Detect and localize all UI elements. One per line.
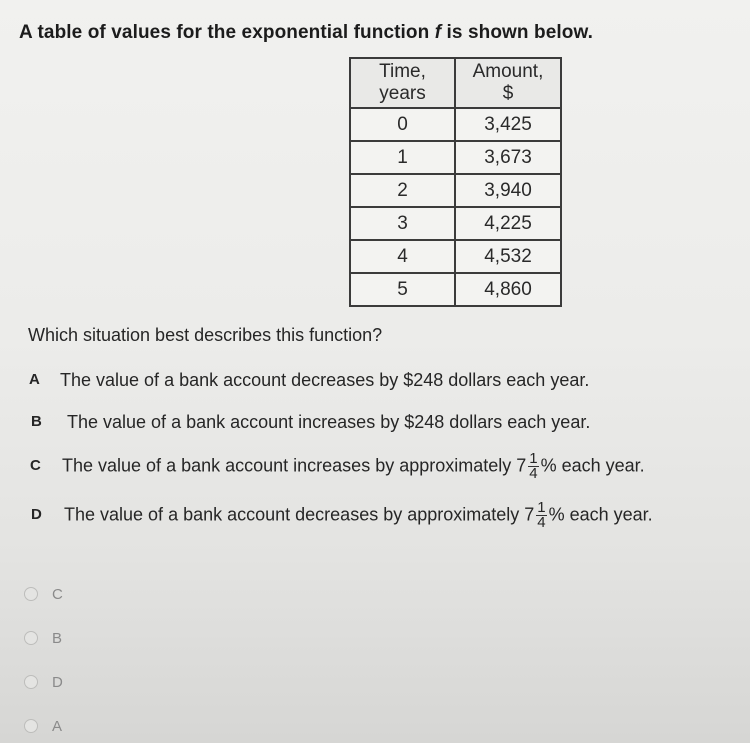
fraction-denominator: 4 [537,514,546,531]
cell-time: 1 [350,141,455,174]
table-row [350,273,561,306]
answer-option-label: D [52,673,63,691]
answer-option-b[interactable] [24,626,62,650]
header-amount-line1: Amount, [472,61,544,82]
cell-time: 2 [350,174,455,207]
answer-option-label: B [52,629,63,647]
cell-amount: 3,673 [455,141,561,174]
fraction [536,501,546,530]
answer-option-label: A [52,717,63,735]
fraction-numerator: 1 [537,499,546,516]
cell-amount: 4,532 [455,240,561,273]
fraction-numerator: 1 [529,450,538,467]
choice-b-letter: B [31,413,42,430]
choice-c-text-after: % each year. [540,455,645,476]
choice-d-text-after: % each year. [548,504,653,525]
cell-time: 5 [350,273,455,306]
choice-c-text [62,452,645,481]
table-row [350,174,561,207]
header-time-line1: Time, [379,61,426,82]
header-time [350,58,455,108]
header-amount [455,58,561,108]
function-variable: f [434,22,442,43]
question-title [19,22,593,44]
table-row [350,240,561,273]
choice-d-letter: D [31,506,42,523]
answer-option-c[interactable] [24,582,63,606]
cell-amount: 3,940 [455,174,561,207]
answer-option-d[interactable] [24,670,63,694]
table-row [350,207,561,240]
title-text-after: is shown below. [441,22,594,43]
choice-d-text [64,501,653,530]
cell-amount: 4,860 [455,273,561,306]
answer-option-a[interactable] [24,714,62,738]
header-amount-line2: $ [502,83,514,104]
radio-button[interactable] [24,675,38,689]
question-prompt: Which situation best describes this function? [28,325,383,345]
choice-c-letter: C [30,457,41,474]
cell-amount: 3,425 [455,108,561,141]
title-text-before: A table of values for the exponential function [19,22,435,43]
radio-button[interactable] [24,631,38,645]
table-row [350,141,561,174]
values-table [349,57,562,307]
table-row [350,108,561,141]
choice-d-text-before: The value of a bank account decreases by approximately 7 [64,504,535,525]
radio-button[interactable] [24,587,38,601]
header-time-line2: years [379,83,426,104]
cell-amount: 4,225 [455,207,561,240]
answer-option-label: C [52,585,63,603]
fraction [528,452,538,481]
cell-time: 0 [350,108,455,141]
fraction-denominator: 4 [529,465,538,482]
choice-a-letter: A [29,371,40,388]
cell-time: 3 [350,207,455,240]
table-header-row [350,58,561,108]
choice-c-text-before: The value of a bank account increases by approximately 7 [62,455,527,476]
radio-button[interactable] [24,719,38,733]
choice-b-text: The value of a bank account increases by $248 dollars each year. [67,412,591,432]
choice-a-text: The value of a bank account decreases by $248 dollars each year. [60,370,590,390]
cell-time: 4 [350,240,455,273]
